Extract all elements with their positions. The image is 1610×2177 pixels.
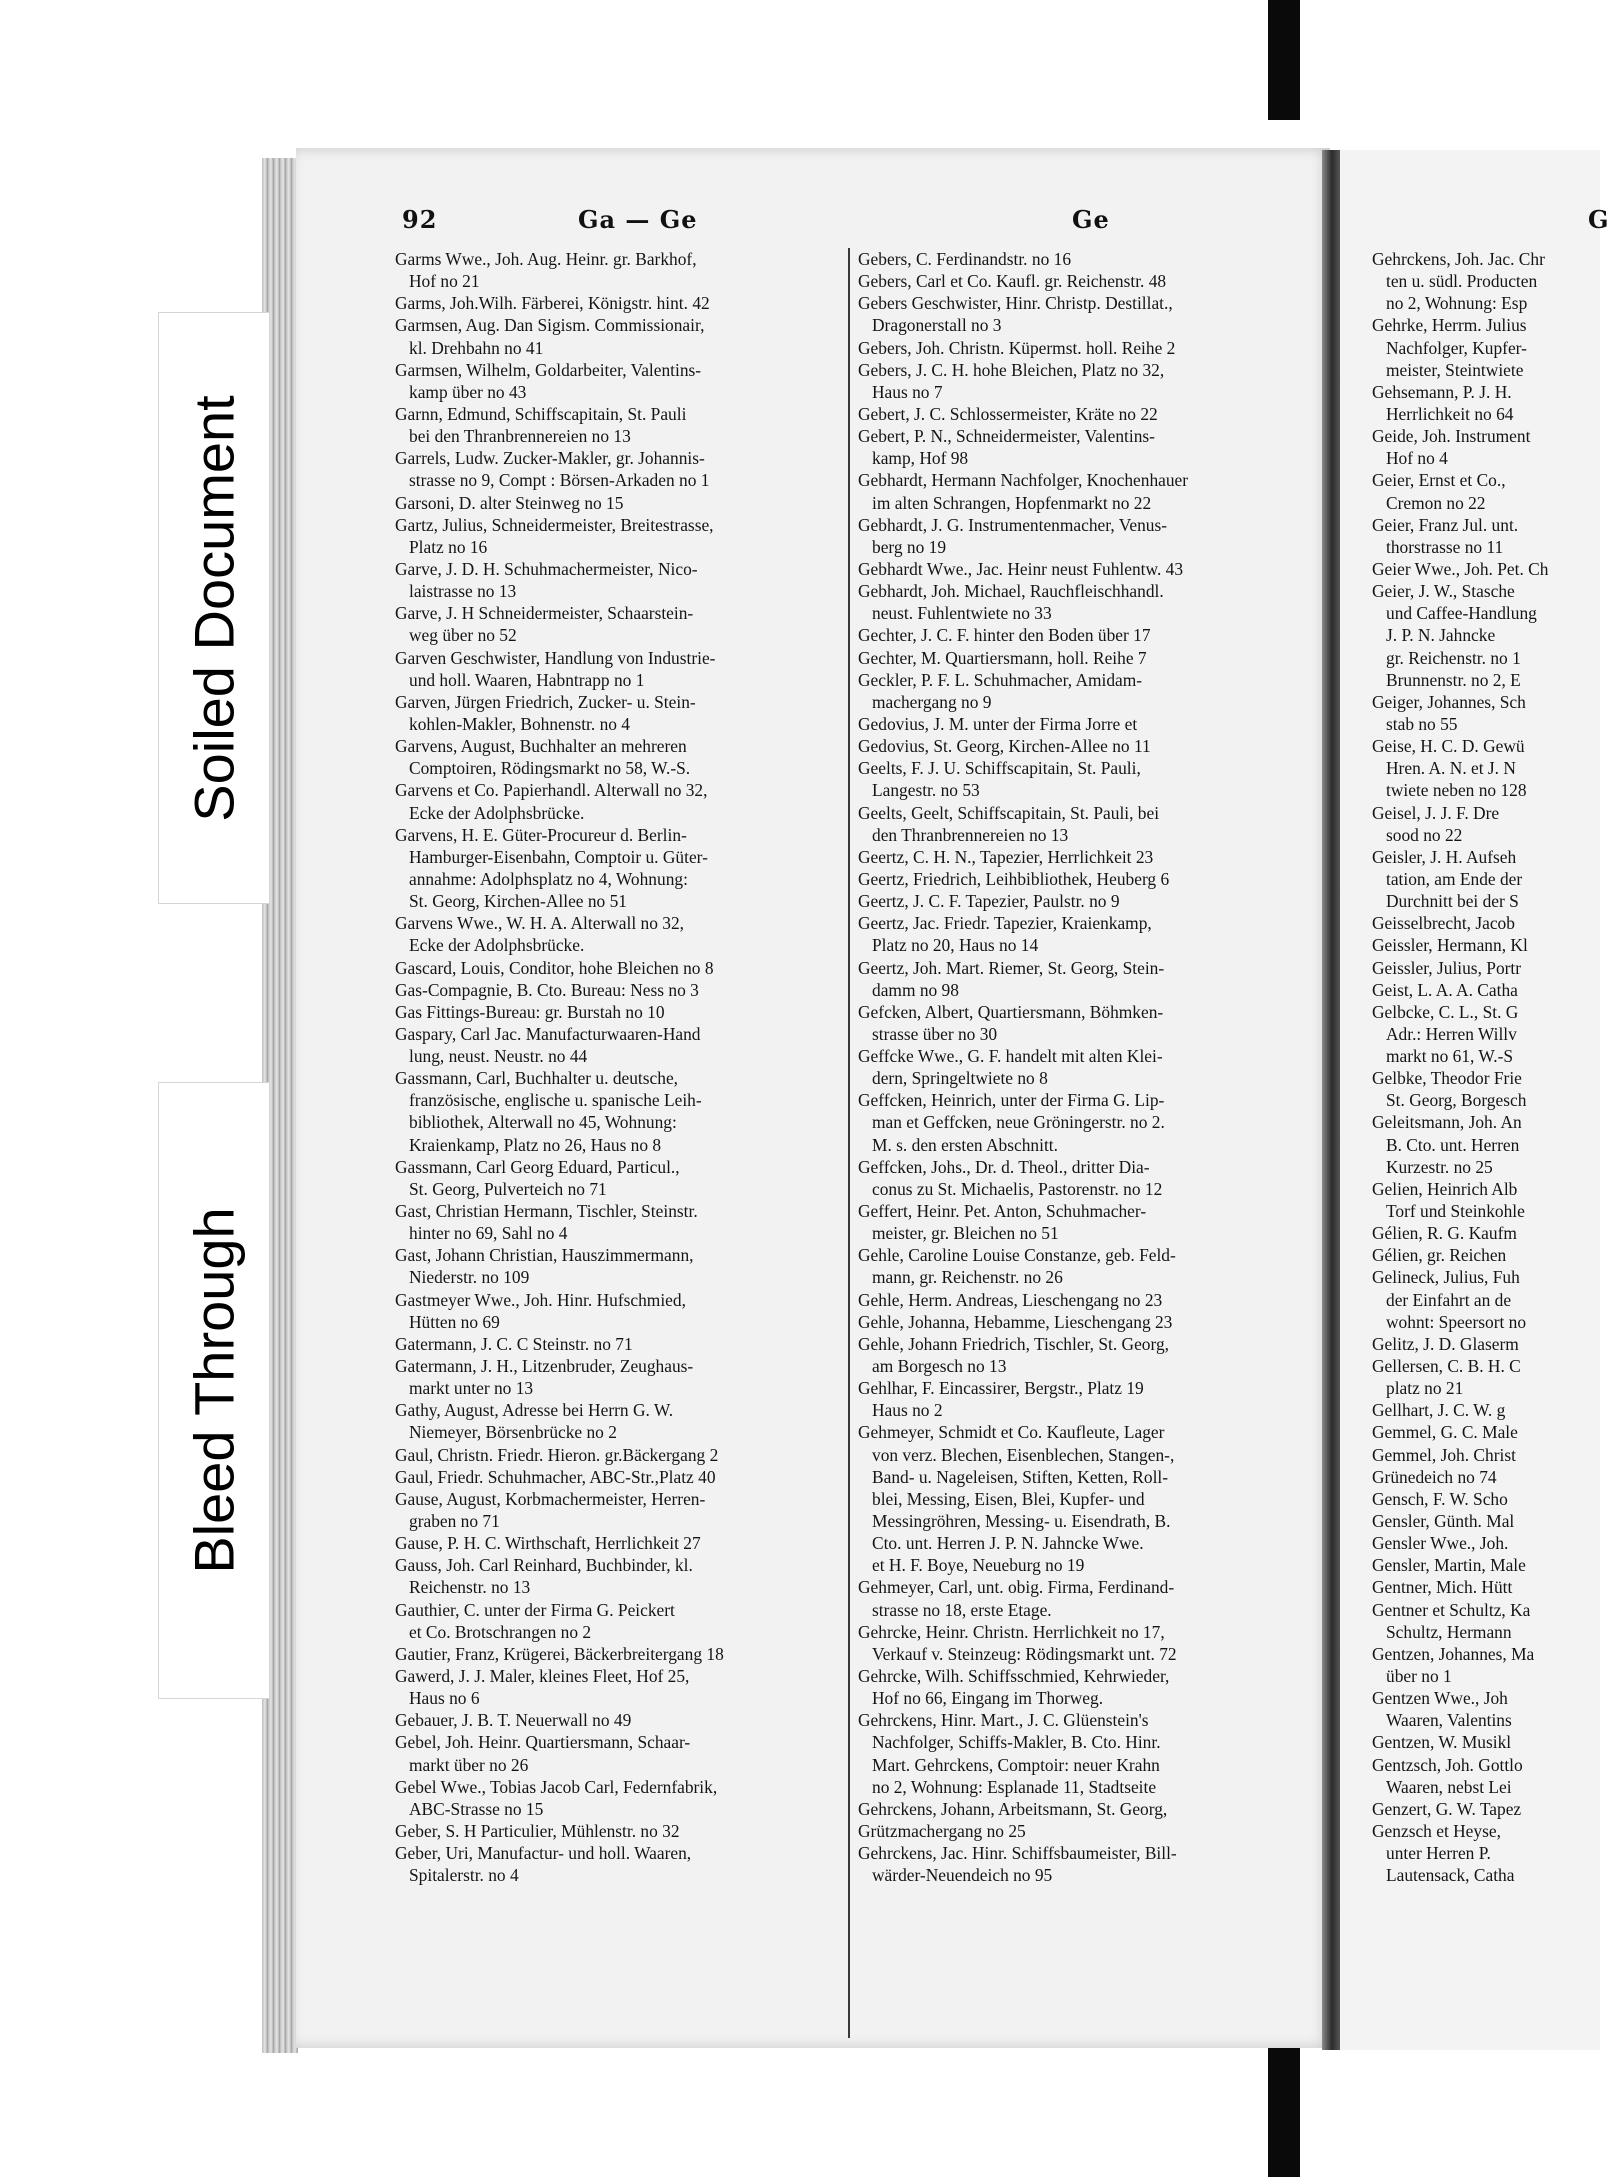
directory-line: Platz no 20, Haus no 14 [872, 935, 1039, 956]
directory-line: Haus no 7 [872, 381, 943, 402]
directory-line: Gehle, Johann Friedrich, Tischler, St. Georg, [858, 1333, 1170, 1354]
running-head-left: Ga — Ge [578, 205, 698, 234]
soiled-document-label: Soiled Document [158, 312, 270, 904]
directory-line: Gelineck, Julius, Fuh [1372, 1267, 1520, 1288]
directory-line: twiete neben no 128 [1386, 780, 1527, 801]
directory-line: meister, Steintwiete [1386, 359, 1524, 380]
directory-line: Gehmeyer, Carl, unt. obig. Firma, Ferdinand- [858, 1577, 1175, 1598]
directory-line: Comptoiren, Rödingsmarkt no 58, W.-S. [409, 758, 691, 779]
directory-line: Gehle, Caroline Louise Constanze, geb. Feld- [858, 1245, 1176, 1266]
directory-line: Gebert, P. N., Schneidermeister, Valentins- [858, 426, 1155, 447]
directory-line: laistrasse no 13 [409, 581, 517, 602]
directory-line: lung, neust. Neustr. no 44 [409, 1046, 588, 1067]
directory-line: kl. Drehbahn no 41 [409, 337, 544, 358]
directory-line: Garven, Jürgen Friedrich, Zucker- u. Stein- [395, 691, 696, 712]
directory-line: Durchnitt bei der S [1386, 891, 1519, 912]
directory-line: Gebers Geschwister, Hinr. Christp. Destillat., [858, 293, 1173, 314]
directory-line: Gas-Compagnie, B. Cto. Bureau: Ness no 3 [395, 979, 699, 1000]
directory-line: Geckler, P. F. L. Schuhmacher, Amidam- [858, 669, 1143, 690]
directory-line: Cto. unt. Herren J. P. N. Jahncke Wwe. [872, 1533, 1144, 1554]
directory-line: Brunnenstr. no 2, E [1386, 669, 1521, 690]
directory-line: Waaren, nebst Lei [1386, 1776, 1512, 1797]
directory-line: Gas Fittings-Bureau: gr. Burstah no 10 [395, 1001, 665, 1022]
directory-line: Gentzen, Johannes, Ma [1372, 1643, 1535, 1664]
directory-line: Geertz, Joh. Mart. Riemer, St. Georg, Stein- [858, 957, 1165, 978]
directory-line: Gehrcke, Heinr. Christn. Herrlichkeit no 17, [858, 1621, 1165, 1642]
directory-line: St. Georg, Pulverteich no 71 [409, 1178, 607, 1199]
directory-line: Mart. Gehrckens, Comptoir: neuer Krahn [872, 1754, 1160, 1775]
directory-line: Geber, S. H Particulier, Mühlenstr. no 32 [395, 1820, 680, 1841]
directory-line: Gawerd, J. J. Maler, kleines Fleet, Hof 25, [395, 1666, 690, 1686]
directory-line: Geisel, J. J. F. Dre [1372, 802, 1500, 823]
directory-line: Gensch, F. W. Scho [1372, 1488, 1508, 1509]
running-head-right: G [1588, 205, 1610, 234]
directory-line: kohlen-Makler, Bohnenstr. no 4 [409, 713, 630, 734]
directory-line: Gélien, gr. Reichen [1372, 1245, 1507, 1266]
directory-line: Gaspary, Carl Jac. Manufacturwaaren-Hand [395, 1023, 701, 1044]
directory-line: Gaul, Christn. Friedr. Hieron. gr.Bäckergang 2 [395, 1444, 719, 1465]
directory-line: Geier, Franz Jul. unt. [1372, 514, 1519, 535]
directory-line: Geffert, Heinr. Pet. Anton, Schuhmacher- [858, 1201, 1147, 1222]
directory-line: markt no 61, W.-S [1386, 1046, 1514, 1067]
directory-line: Ecke der Adolphsbrücke. [409, 935, 585, 956]
directory-line: B. Cto. unt. Herren [1386, 1134, 1520, 1155]
directory-line: Kraienkamp, Platz no 26, Haus no 8 [409, 1134, 662, 1155]
directory-line: Gehrckens, Jac. Hinr. Schiffsbaumeister, Bill- [858, 1843, 1177, 1864]
directory-line: Gause, August, Korbmachermeister, Herren- [395, 1488, 706, 1509]
directory-line: sood no 22 [1386, 824, 1463, 845]
directory-line: neust. Fuhlentwiete no 33 [872, 603, 1052, 624]
directory-line: Gascard, Louis, Conditor, hohe Bleichen no 8 [395, 957, 714, 978]
directory-column-1 [395, 248, 843, 1886]
directory-line: Lautensack, Catha [1386, 1865, 1515, 1886]
directory-line: Waaren, Valentins [1386, 1710, 1512, 1731]
directory-line: Geisler, J. H. Aufseh [1372, 846, 1517, 867]
directory-line: dern, Springeltwiete no 8 [872, 1068, 1048, 1089]
directory-line: Hamburger-Eisenbahn, Comptoir u. Güter- [409, 846, 708, 867]
directory-line: den Thranbrennereien no 13 [872, 824, 1069, 845]
directory-line: Gentner et Schultz, Ka [1372, 1599, 1531, 1620]
directory-line: Garvens et Co. Papierhandl. Alterwall no 32, [395, 780, 708, 801]
directory-column-2 [858, 248, 1308, 1886]
directory-line: St. Georg, Borgesch [1386, 1090, 1527, 1111]
directory-line: Garve, J. D. H. Schuhmachermeister, Nico- [395, 558, 698, 579]
page-number: 92 [402, 205, 438, 234]
directory-line: et Co. Brotschrangen no 2 [409, 1621, 592, 1642]
directory-line: annahme: Adolphsplatz no 4, Wohnung: [409, 868, 688, 889]
directory-line: Gellhart, J. C. W. g [1372, 1400, 1506, 1421]
directory-line: Gause, P. H. C. Wirthschaft, Herrlichkeit 27 [395, 1533, 701, 1554]
directory-line: im alten Schrangen, Hopfenmarkt no 22 [872, 492, 1152, 513]
directory-line: kamp über no 43 [409, 381, 527, 402]
directory-line: M. s. den ersten Abschnitt. [872, 1134, 1058, 1155]
directory-line: Gebauer, J. B. T. Neuerwall no 49 [395, 1710, 632, 1731]
directory-line: strasse no 9, Compt : Börsen-Arkaden no 1 [409, 470, 710, 491]
directory-line: ABC-Strasse no 15 [409, 1798, 544, 1819]
directory-line: Gast, Johann Christian, Hauszimmermann, [395, 1245, 694, 1266]
directory-line: bibliothek, Alterwall no 45, Wohnung: [409, 1112, 677, 1133]
directory-line: Geier, Ernst et Co., [1372, 470, 1506, 491]
directory-line: Gaul, Friedr. Schuhmacher, ABC-Str.,Platz 40 [395, 1466, 716, 1487]
directory-line: Niederstr. no 109 [409, 1267, 530, 1288]
directory-line: Gentzsch, Joh. Gottlo [1372, 1754, 1523, 1775]
directory-line: von verz. Blechen, Eisenblechen, Stangen-, [872, 1444, 1175, 1465]
directory-line: Dragonerstall no 3 [872, 315, 1002, 336]
directory-line: Gehlhar, F. Eincassirer, Bergstr., Platz 19 [858, 1378, 1144, 1399]
directory-line: Reichenstr. no 13 [409, 1577, 531, 1598]
directory-line: et H. F. Boye, Neueburg no 19 [872, 1555, 1085, 1576]
directory-line: Genzert, G. W. Tapez [1372, 1798, 1522, 1819]
directory-line: no 2, Wohnung: Esp [1386, 293, 1528, 314]
directory-line: Geide, Joh. Instrument [1372, 426, 1531, 447]
directory-line: Garvens Wwe., W. H. A. Alterwall no 32, [395, 913, 684, 934]
directory-line: Gebert, J. C. Schlossermeister, Kräte no 22 [858, 403, 1158, 424]
directory-line: Geleitsmann, Joh. An [1372, 1112, 1522, 1133]
directory-line: Haus no 2 [872, 1400, 943, 1421]
directory-line: Geist, L. A. A. Catha [1372, 979, 1518, 1000]
directory-line: Messingröhren, Messing- u. Eisendrath, B. [872, 1511, 1171, 1532]
directory-line: Geertz, C. H. N., Tapezier, Herrlichkeit 23 [858, 846, 1154, 867]
directory-line: Geier, J. W., Stasche [1372, 581, 1515, 602]
directory-line: Gehrke, Herrm. Julius [1372, 315, 1527, 336]
directory-line: Hof no 66, Eingang im Thorweg. [872, 1688, 1104, 1709]
directory-line: Gentzen Wwe., Joh [1372, 1688, 1508, 1709]
directory-line: Niemeyer, Börsenbrücke no 2 [409, 1422, 617, 1443]
directory-line: bei den Thranbrennereien no 13 [409, 426, 631, 447]
directory-line: Genzsch et Heyse, [1372, 1820, 1501, 1841]
directory-line: Nachfolger, Schiffs-Makler, B. Cto. Hinr. [872, 1732, 1161, 1753]
directory-line: Garrels, Ludw. Zucker-Makler, gr. Johannis- [395, 448, 705, 469]
directory-line: Gebers, Joh. Christn. Küpermst. holl. Reihe 2 [858, 337, 1176, 358]
directory-line: Garmsen, Wilhelm, Goldarbeiter, Valentins- [395, 359, 702, 380]
directory-line: Gebel, Joh. Heinr. Quartiersmann, Schaar- [395, 1732, 691, 1753]
directory-line: Geier Wwe., Joh. Pet. Ch [1372, 558, 1549, 579]
directory-line: strasse über no 30 [872, 1023, 998, 1044]
directory-line: wohnt: Speersort no [1386, 1311, 1527, 1332]
directory-line: Gelbcke, C. L., St. G [1372, 1001, 1519, 1022]
directory-line: Cremon no 22 [1386, 492, 1486, 513]
directory-line: man et Geffcken, neue Gröningerstr. no 2. [872, 1112, 1165, 1133]
directory-line: über no 1 [1386, 1666, 1452, 1686]
directory-line: machergang no 9 [872, 691, 992, 712]
directory-line: Gedovius, St. Georg, Kirchen-Allee no 11 [858, 736, 1151, 757]
directory-line: Verkauf v. Steinzeug: Rödingsmarkt unt. 72 [872, 1643, 1177, 1664]
directory-line: hinter no 69, Sahl no 4 [409, 1223, 568, 1244]
directory-line: Geise, H. C. D. Gewü [1372, 736, 1525, 757]
directory-line: und Caffee-Handlung [1386, 603, 1537, 624]
directory-line: Gelbke, Theodor Frie [1372, 1068, 1522, 1089]
directory-line: Gehle, Johanna, Hebamme, Lieschengang 23 [858, 1311, 1173, 1332]
directory-line: Geertz, Friedrich, Leihbibliothek, Heuberg 6 [858, 868, 1170, 889]
directory-line: conus zu St. Michaelis, Pastorenstr. no 12 [872, 1178, 1163, 1199]
directory-line: am Borgesch no 13 [872, 1356, 1007, 1377]
directory-line: weg über no 52 [409, 625, 517, 646]
directory-line: Gebhardt, J. G. Instrumentenmacher, Venus- [858, 514, 1168, 535]
directory-line: Torf und Steinkohle [1386, 1201, 1525, 1222]
directory-line: der Einfahrt an de [1386, 1289, 1512, 1310]
directory-line: Gellersen, C. B. H. C [1372, 1356, 1521, 1377]
directory-line: Gefcken, Albert, Quartiersmann, Böhmken- [858, 1001, 1164, 1022]
directory-line: berg no 19 [872, 536, 947, 557]
directory-line: tation, am Ende der [1386, 868, 1523, 889]
directory-line: Grünedeich no 74 [1372, 1466, 1497, 1487]
directory-line: markt unter no 13 [409, 1378, 534, 1399]
directory-line: Gechter, J. C. F. hinter den Boden über 17 [858, 625, 1151, 646]
directory-line: Gathy, August, Adresse bei Herrn G. W. [395, 1400, 674, 1421]
directory-line: Garnn, Edmund, Schiffscapitain, St. Pauli [395, 403, 687, 424]
directory-line: Gartz, Julius, Schneidermeister, Breitestrasse, [395, 514, 714, 535]
directory-line: Adr.: Herren Willv [1386, 1023, 1517, 1044]
directory-column-3 [1372, 248, 1600, 1886]
directory-line: Garms, Joh.Wilh. Färberei, Königstr. hint. 42 [395, 293, 710, 314]
directory-line: Gauthier, C. unter der Firma G. Peickert [395, 1599, 675, 1620]
directory-line: Geffcken, Johs., Dr. d. Theol., dritter Dia- [858, 1156, 1150, 1177]
directory-line: Ecke der Adolphsbrücke. [409, 802, 585, 823]
directory-line: Gebhardt, Joh. Michael, Rauchfleischhandl. [858, 581, 1164, 602]
directory-line: Gebel Wwe., Tobias Jacob Carl, Federnfabrik, [395, 1776, 718, 1797]
directory-line: Schultz, Hermann [1386, 1621, 1512, 1642]
directory-line: Spitalerstr. no 4 [409, 1865, 519, 1886]
directory-line: französische, englische u. spanische Leih- [409, 1090, 702, 1111]
directory-line: und holl. Waaren, Habntrapp no 1 [409, 669, 645, 690]
directory-line: Gelien, Heinrich Alb [1372, 1178, 1518, 1199]
directory-line: Gebers, Carl et Co. Kaufl. gr. Reichenstr. 48 [858, 271, 1167, 292]
directory-line: Garsoni, D. alter Steinweg no 15 [395, 492, 624, 513]
directory-line: Gedovius, J. M. unter der Firma Jorre et [858, 713, 1138, 734]
directory-line: Geffcken, Heinrich, unter der Firma G. Lip- [858, 1090, 1165, 1111]
directory-line: gr. Reichenstr. no 1 [1386, 647, 1521, 668]
directory-line: damm no 98 [872, 979, 959, 1000]
directory-line: Gensler Wwe., Joh. [1372, 1533, 1509, 1554]
directory-line: Gechter, M. Quartiersmann, holl. Reihe 7 [858, 647, 1147, 668]
directory-line: mann, gr. Reichenstr. no 26 [872, 1267, 1063, 1288]
directory-line: Platz no 16 [409, 536, 488, 557]
column-divider [848, 248, 850, 2038]
directory-line: Geiger, Johannes, Sch [1372, 691, 1526, 712]
directory-line: Garms Wwe., Joh. Aug. Heinr. gr. Barkhof, [395, 249, 697, 269]
directory-line: Gélien, R. G. Kaufm [1372, 1223, 1517, 1244]
directory-line: Gehrckens, Hinr. Mart., J. C. Glüenstein's [858, 1710, 1149, 1731]
directory-line: Gastmeyer Wwe., Joh. Hinr. Hufschmied, [395, 1289, 686, 1310]
directory-line: blei, Messing, Eisen, Blei, Kupfer- und [872, 1488, 1145, 1509]
directory-line: Geissler, Hermann, Kl [1372, 935, 1528, 956]
directory-line: Grützmachergang no 25 [858, 1820, 1026, 1841]
directory-line: Gemmel, Joh. Christ [1372, 1444, 1516, 1465]
directory-line: Hren. A. N. et J. N [1386, 758, 1516, 779]
directory-line: Gebhardt Wwe., Jac. Heinr neust Fuhlentw. 43 [858, 558, 1184, 579]
directory-line: markt über no 26 [409, 1754, 529, 1775]
directory-line: strasse no 18, erste Etage. [872, 1599, 1052, 1620]
directory-line: J. P. N. Jahncke [1386, 625, 1496, 646]
directory-line: Geertz, Jac. Friedr. Tapezier, Kraienkamp, [858, 913, 1152, 934]
directory-line: Gebers, J. C. H. hohe Bleichen, Platz no 32, [858, 359, 1165, 380]
directory-line: Gehmeyer, Schmidt et Co. Kaufleute, Lager [858, 1422, 1165, 1443]
directory-line: Gehle, Herm. Andreas, Lieschengang no 23 [858, 1289, 1163, 1310]
directory-line: Hütten no 69 [409, 1311, 500, 1332]
directory-line: Hof no 4 [1386, 448, 1448, 469]
directory-line: Gensler, Günth. Mal [1372, 1511, 1515, 1532]
scanner-binding-strip-bottom [1268, 2045, 1300, 2177]
directory-line: Gemmel, G. C. Male [1372, 1422, 1518, 1443]
directory-line: Nachfolger, Kupfer- [1386, 337, 1527, 358]
directory-line: Garvens, August, Buchhalter an mehreren [395, 736, 687, 757]
directory-line: Garven Geschwister, Handlung von Industrie- [395, 647, 716, 668]
directory-line: Geber, Uri, Manufactur- und holl. Waaren, [395, 1843, 692, 1864]
directory-line: Langestr. no 53 [872, 780, 980, 801]
directory-line: Gatermann, J. H., Litzenbruder, Zeughaus- [395, 1356, 694, 1377]
directory-line: Gehsemann, P. J. H. [1372, 381, 1512, 402]
directory-line: Gebers, C. Ferdinandstr. no 16 [858, 249, 1072, 269]
directory-line: Gauss, Joh. Carl Reinhard, Buchbinder, kl. [395, 1555, 693, 1576]
directory-line: wärder-Neuendeich no 95 [872, 1865, 1053, 1886]
directory-line: Kurzestr. no 25 [1386, 1156, 1493, 1177]
directory-line: Geertz, J. C. F. Tapezier, Paulstr. no 9 [858, 891, 1120, 912]
running-head-center: Ge [1072, 205, 1110, 234]
directory-line: Gast, Christian Hermann, Tischler, Steinstr. [395, 1201, 698, 1222]
directory-line: platz no 21 [1386, 1378, 1464, 1399]
directory-line: Garvens, H. E. Güter-Procureur d. Berlin- [395, 824, 687, 845]
directory-line: Geisselbrecht, Jacob [1372, 913, 1515, 934]
directory-line: St. Georg, Kirchen-Allee no 51 [409, 891, 627, 912]
directory-line: Garmsen, Aug. Dan Sigism. Commissionair, [395, 315, 705, 336]
directory-line: Geffcke Wwe., G. F. handelt mit alten Klei- [858, 1046, 1163, 1067]
directory-line: Gensler, Martin, Male [1372, 1555, 1526, 1576]
directory-line: Gentner, Mich. Hütt [1372, 1577, 1513, 1598]
directory-line: Hof no 21 [409, 271, 480, 292]
directory-line: Geelts, F. J. U. Schiffscapitain, St. Pauli, [858, 758, 1141, 779]
directory-line: stab no 55 [1386, 713, 1458, 734]
directory-line: Band- u. Nageleisen, Stiften, Ketten, Roll- [872, 1466, 1169, 1487]
directory-line: Gentzen, W. Musikl [1372, 1732, 1512, 1753]
directory-line: Gassmann, Carl Georg Eduard, Particul., [395, 1156, 680, 1177]
directory-line: graben no 71 [409, 1511, 500, 1532]
directory-line: Gassmann, Carl, Buchhalter u. deutsche, [395, 1068, 679, 1089]
directory-line: Herrlichkeit no 64 [1386, 403, 1514, 424]
directory-line: Haus no 6 [409, 1688, 480, 1709]
directory-line: Gebhardt, Hermann Nachfolger, Knochenhauer [858, 470, 1189, 491]
directory-line: no 2, Wohnung: Esplanade 11, Stadtseite [872, 1776, 1157, 1797]
directory-line: meister, gr. Bleichen no 51 [872, 1223, 1059, 1244]
bleed-through-label: Bleed Through [158, 1082, 270, 1699]
directory-line: Gehrckens, Johann, Arbeitsmann, St. Georg, [858, 1798, 1168, 1819]
directory-line: unter Herren P. [1386, 1843, 1491, 1864]
directory-line: kamp, Hof 98 [872, 448, 969, 469]
directory-line: Gehrckens, Joh. Jac. Chr [1372, 249, 1545, 269]
directory-line: ten u. südl. Producten [1386, 271, 1538, 292]
directory-line: Gautier, Franz, Krügerei, Bäckerbreitergang 18 [395, 1643, 724, 1664]
directory-line: Gelitz, J. D. Glaserm [1372, 1333, 1519, 1354]
directory-line: Garve, J. H Schneidermeister, Schaarstein- [395, 603, 694, 624]
directory-line: thorstrasse no 11 [1386, 536, 1504, 557]
directory-line: Geelts, Geelt, Schiffscapitain, St. Pauli, bei [858, 802, 1160, 823]
directory-line: Geissler, Julius, Portr [1372, 957, 1522, 978]
directory-line: Gehrcke, Wilh. Schiffsschmied, Kehrwieder, [858, 1666, 1170, 1686]
directory-line: Gatermann, J. C. C Steinstr. no 71 [395, 1333, 633, 1354]
scanner-binding-strip-top [1268, 0, 1300, 120]
